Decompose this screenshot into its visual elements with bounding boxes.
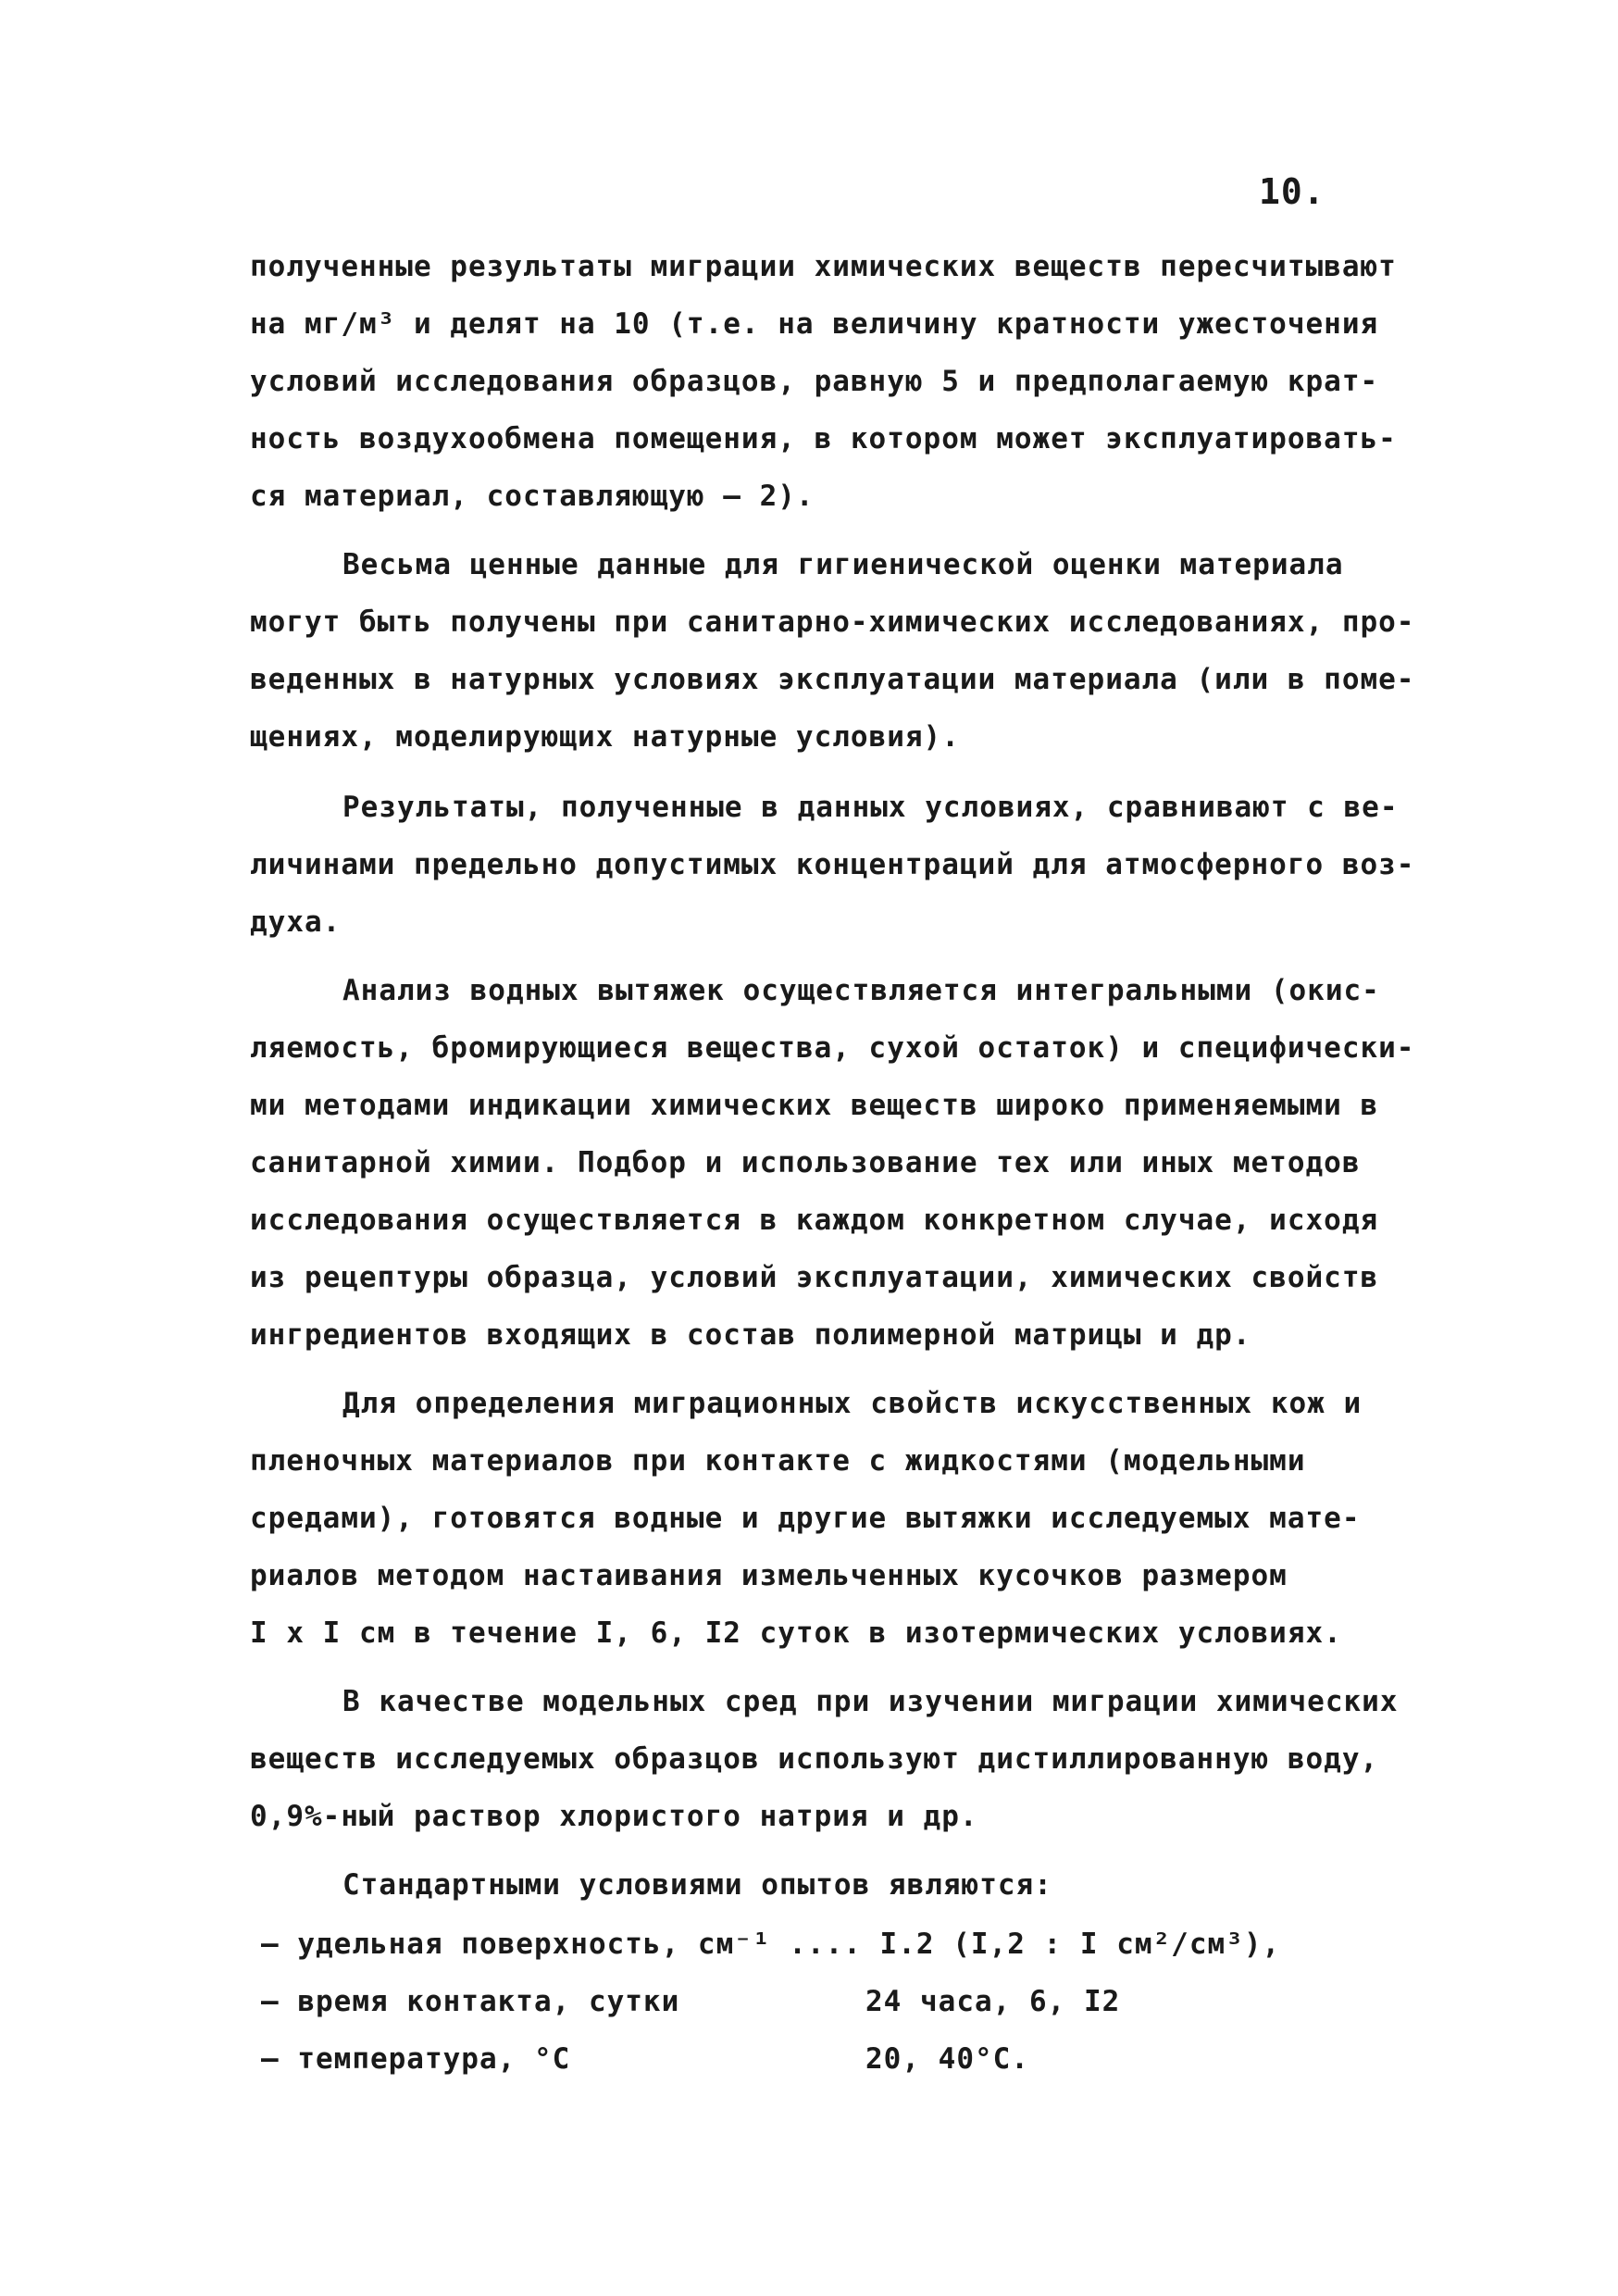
text-line: Анализ водных вытяжек осуществляется интегральными (окис- <box>342 974 1380 1007</box>
condition-specific-surface: – удельная поверхность, см⁻¹ .... I.2 (I,2 : I см²/см³), <box>261 1928 1281 1961</box>
text-line: веществ исследуемых образцов используют дистиллированную воду, <box>250 1742 1379 1776</box>
condition-contact-time-value: 24 часа, 6, I2 <box>865 1985 1121 2018</box>
condition-contact-time-label: – время контакта, сутки <box>261 1985 680 2018</box>
text-line: ность воздухообмена помещения, в котором может эксплуатировать- <box>250 422 1397 455</box>
text-line: условий исследования образцов, равную 5 и предполагаемую крат- <box>250 365 1379 398</box>
text-line: 0,9%-ный раствор хлористого натрия и др. <box>250 1800 978 1833</box>
text-line: Весьма ценные данные для гигиенической оценки материала <box>342 548 1344 581</box>
text-line: Стандартными условиями опытов являются: <box>342 1868 1052 1902</box>
text-line: санитарной химии. Подбор и использование тех или иных методов <box>250 1146 1361 1179</box>
page-number: 10. <box>1259 171 1326 212</box>
text-line: В качестве модельных сред при изучении миграции химических <box>342 1685 1399 1718</box>
text-line: полученные результаты миграции химических веществ пересчитывают <box>250 250 1397 283</box>
text-line: веденных в натурных условиях эксплуатации материала (или в поме- <box>250 663 1415 696</box>
text-line: I x I см в течение I, 6, I2 суток в изотермических условиях. <box>250 1616 1342 1650</box>
text-line: риалов методом настаивания измельченных кусочков размером <box>250 1559 1288 1592</box>
text-line: щениях, моделирующих натурные условия). <box>250 720 960 754</box>
text-line: духа. <box>250 905 342 939</box>
text-line: личинами предельно допустимых концентраций для атмосферного воз- <box>250 848 1415 881</box>
text-line: ляемость, бромирующиеся вещества, сухой остаток) и специфически- <box>250 1031 1415 1065</box>
text-line: средами), готовятся водные и другие вытяжки исследуемых мате- <box>250 1502 1361 1535</box>
text-line: исследования осуществляется в каждом конкретном случае, исходя <box>250 1204 1379 1237</box>
text-line: могут быть получены при санитарно-химических исследованиях, про- <box>250 605 1415 639</box>
text-line: Результаты, полученные в данных условиях, сравнивают с ве- <box>342 791 1399 824</box>
text-line: из рецептуры образца, условий эксплуатации, химических свойств <box>250 1261 1379 1294</box>
text-line: ингредиентов входящих в состав полимерной матрицы и др. <box>250 1318 1251 1352</box>
condition-temperature-label: – температура, °С <box>261 2042 571 2076</box>
text-line: Для определения миграционных свойств искусственных кож и <box>342 1387 1363 1420</box>
condition-temperature-value: 20, 40°С. <box>865 2042 1029 2076</box>
text-line: пленочных материалов при контакте с жидкостями (модельными <box>250 1444 1306 1478</box>
text-line: ся материал, составляющую – 2). <box>250 480 815 513</box>
text-line: ми методами индикации химических веществ широко применяемыми в <box>250 1089 1379 1122</box>
text-line: на мг/м³ и делят на 10 (т.е. на величину кратности ужесточения <box>250 307 1379 341</box>
